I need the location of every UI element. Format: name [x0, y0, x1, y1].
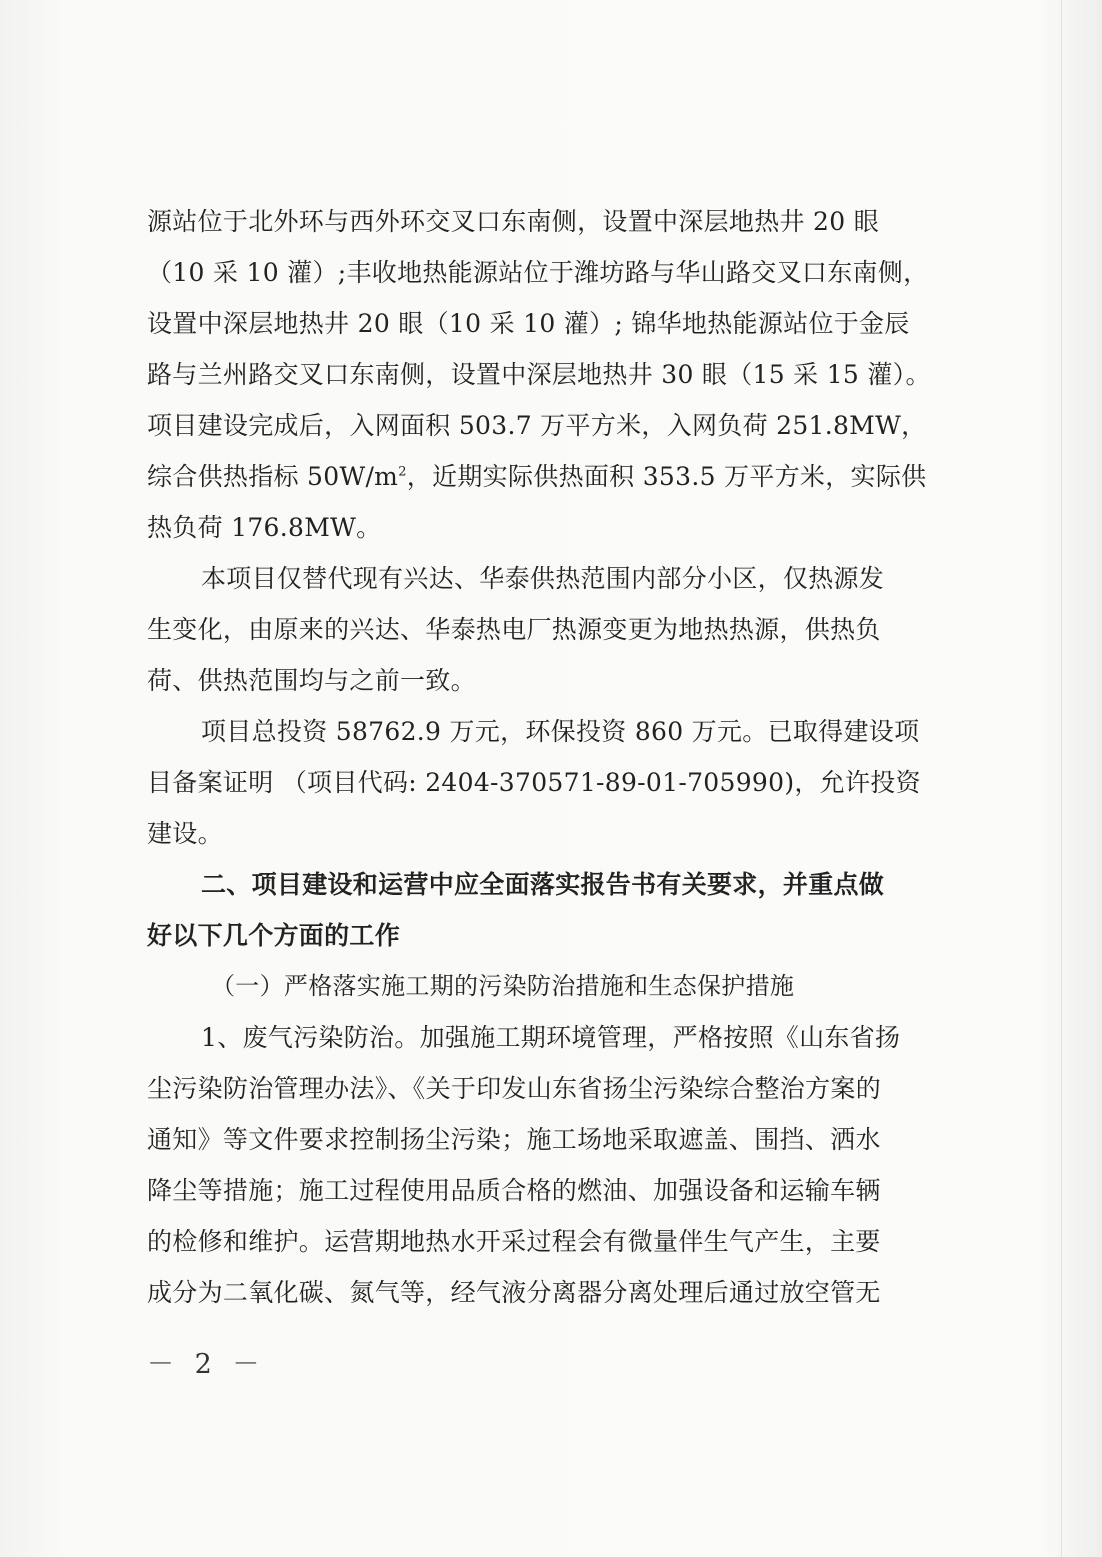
- text-line: [147, 451, 947, 502]
- text-line: 路与兰州路交叉口东南侧，设置中深层地热井 30 眼（15 采 15 灌）。: [147, 360, 931, 389]
- paragraph-scope: [147, 553, 947, 706]
- paragraph-project-overview: [147, 196, 947, 553]
- scan-edge-line: [1061, 0, 1062, 1557]
- heading-line: 好以下几个方面的工作: [147, 921, 401, 950]
- text-line: 源站位于北外环与西外环交叉口东南侧，设置中深层地热井 20 眼: [147, 207, 880, 236]
- section-heading: [147, 859, 947, 961]
- text-segment: 综合供热指标 50W/m: [147, 462, 399, 491]
- text-line: 成分为二氧化碳、氮气等，经气液分离器分离处理后通过放空管无: [147, 1278, 881, 1307]
- text-line: （10 采 10 灌）;丰收地热能源站位于潍坊路与华山路交叉口东南侧，: [147, 258, 929, 287]
- text-line: 的检修和维护。运营期地热水开采过程会有微量伴生气产生，主要: [147, 1227, 881, 1256]
- paragraph-investment: [147, 706, 947, 859]
- text-line: 设置中深层地热井 20 眼（10 采 10 灌）; 锦华地热能源站位于金辰: [147, 309, 910, 338]
- text-line: 生变化，由原来的兴达、华泰热电厂热源变更为地热热源，供热负: [147, 615, 881, 644]
- text-line: 热负荷 176.8MW。: [147, 513, 382, 542]
- text-line: 尘污染防治管理办法》、《关于印发山东省扬尘污染综合整治方案的: [147, 1074, 882, 1103]
- text-line: 项目建设完成后，入网面积 503.7 万平方米，入网负荷 251.8MW，: [147, 411, 927, 440]
- text-line: 1、废气污染防治。加强施工期环境管理，严格按照《山东省扬: [201, 1023, 901, 1052]
- page-number: － 2 －: [147, 1349, 266, 1380]
- text-line: 降尘等措施；施工过程使用品质合格的燃油、加强设备和运输车辆: [147, 1176, 881, 1205]
- text-line: 项目总投资 58762.9 万元，环保投资 860 万元。已取得建设项: [201, 717, 920, 746]
- text-line: 建设。: [147, 819, 223, 848]
- paragraph-air-pollution: [147, 1012, 947, 1318]
- text-line: 荷、供热范围均与之前一致。: [147, 666, 476, 695]
- text-line: 目备案证明 （项目代码: 2404-370571-89-01-705990)，允许投资: [147, 768, 921, 797]
- superscript: 2: [398, 464, 407, 480]
- text-line: 本项目仅替代现有兴达、华泰供热范围内部分小区，仅热源发: [201, 564, 885, 593]
- text-segment: ，近期实际供热面积 353.5 万平方米，实际供: [406, 462, 927, 491]
- heading-line: 二、项目建设和运营中应全面落实报告书有关要求，并重点做: [201, 870, 885, 899]
- document-body: [147, 196, 947, 1318]
- text-line: 通知》等文件要求控制扬尘污染；施工场地采取遮盖、围挡、洒水: [147, 1125, 881, 1154]
- subsection-heading: （一）严格落实施工期的污染防治措施和生态保护措施: [211, 972, 795, 1000]
